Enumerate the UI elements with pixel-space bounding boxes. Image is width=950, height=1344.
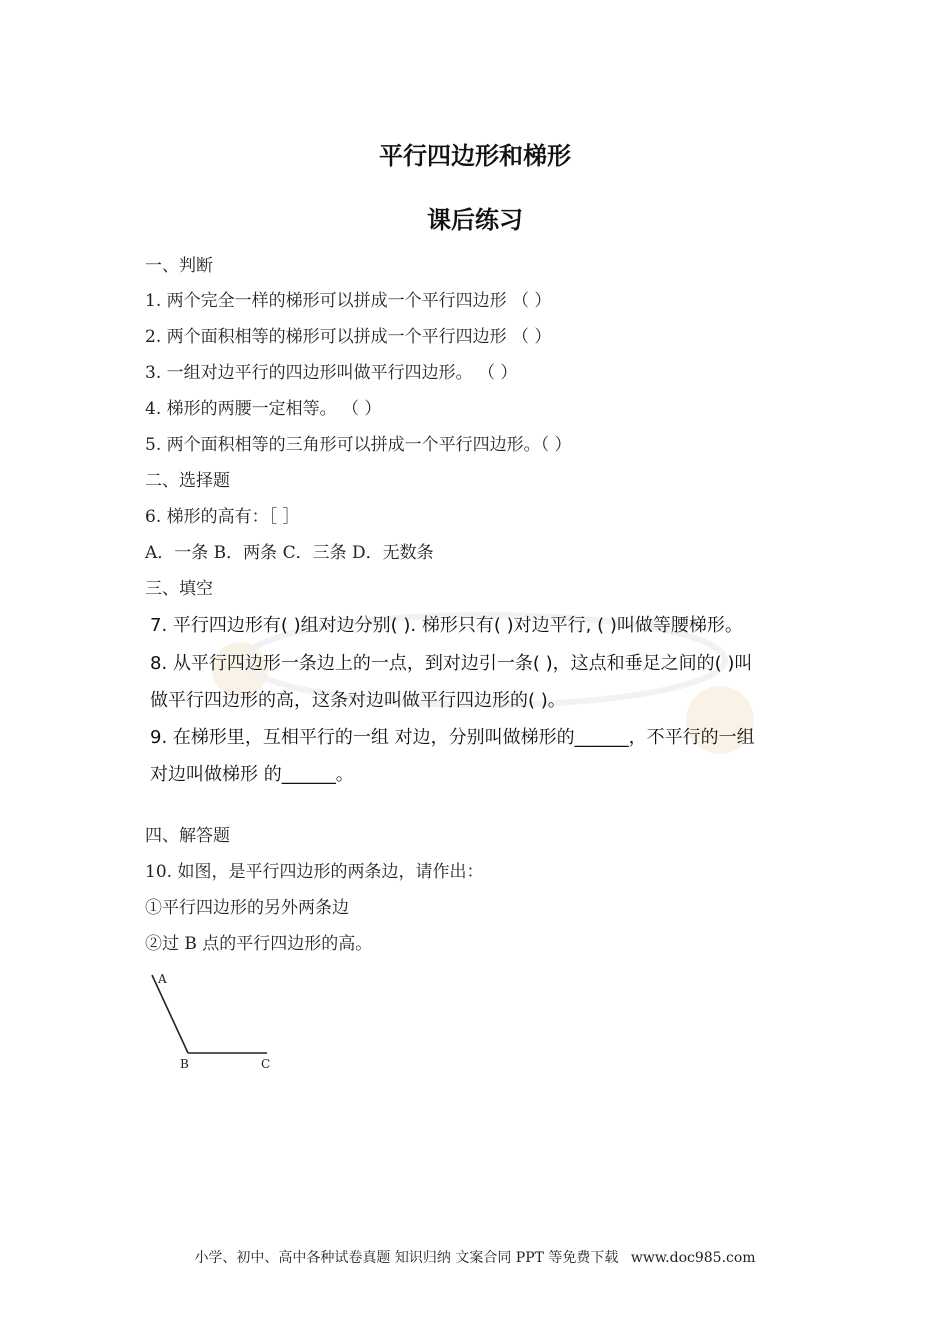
question-8-line-1: 8. 从平行四边形一条边上的一点，到对边引一条( )，这点和垂足之间的( )叫 [150,653,753,674]
label-b: B [180,1057,189,1071]
section-fill-heading: 三、填空 [145,579,213,599]
question-2: 2. 两个面积相等的梯形可以拼成一个平行四边形 （ ） [145,327,552,347]
segment-ab [152,975,188,1053]
section-judge-heading: 一、判断 [145,256,213,276]
label-c: C [261,1057,271,1071]
question-3: 3. 一组对边平行的四边形叫做平行四边形。 （ ） [145,363,518,383]
section-answer-heading: 四、解答题 [145,826,230,846]
question-10-item-1: ①平行四边形的另外两条边 [145,898,349,918]
question-9-line-2: 对边叫做梯形 的______。 [150,764,354,785]
question-6-options: A．一条 B．两条 C．三条 D．无数条 [145,543,434,563]
label-a: A [158,972,167,986]
question-9-line-1: 9. 在梯形里，互相平行的一组 对边，分别叫做梯形的______，不平行的一组 [150,727,755,748]
question-10-item-2: ②过 B 点的平行四边形的高。 [145,934,373,954]
footer [0,1247,950,1267]
section-choice-heading: 二、选择题 [145,471,230,491]
question-6: 6. 梯形的高有：［ ］ [145,507,300,527]
question-10: 10. 如图，是平行四边形的两条边，请作出： [145,862,484,882]
parallelogram-figure [140,965,290,1080]
question-1: 1. 两个完全一样的梯形可以拼成一个平行四边形 （ ） [145,291,552,311]
footer-url[interactable]: www.doc985.com [630,1250,756,1266]
question-5: 5. 两个面积相等的三角形可以拼成一个平行四边形。（ ） [145,435,572,455]
question-8-line-2: 做平行四边形的高，这条对边叫做平行四边形的( )。 [150,690,566,711]
question-7: 7. 平行四边形有( )组对边分别( ). 梯形只有( )对边平行, ( )叫做等腰梯形。 [150,615,743,636]
footer-text: 小学、初中、高中各种试卷真题 知识归纳 文案合同 PPT 等免费下载 [194,1250,619,1266]
page-subtitle: 课后练习 [427,206,523,234]
page-title: 平行四边形和梯形 [379,142,571,170]
question-4: 4. 梯形的两腰一定相等。 （ ） [145,399,382,419]
